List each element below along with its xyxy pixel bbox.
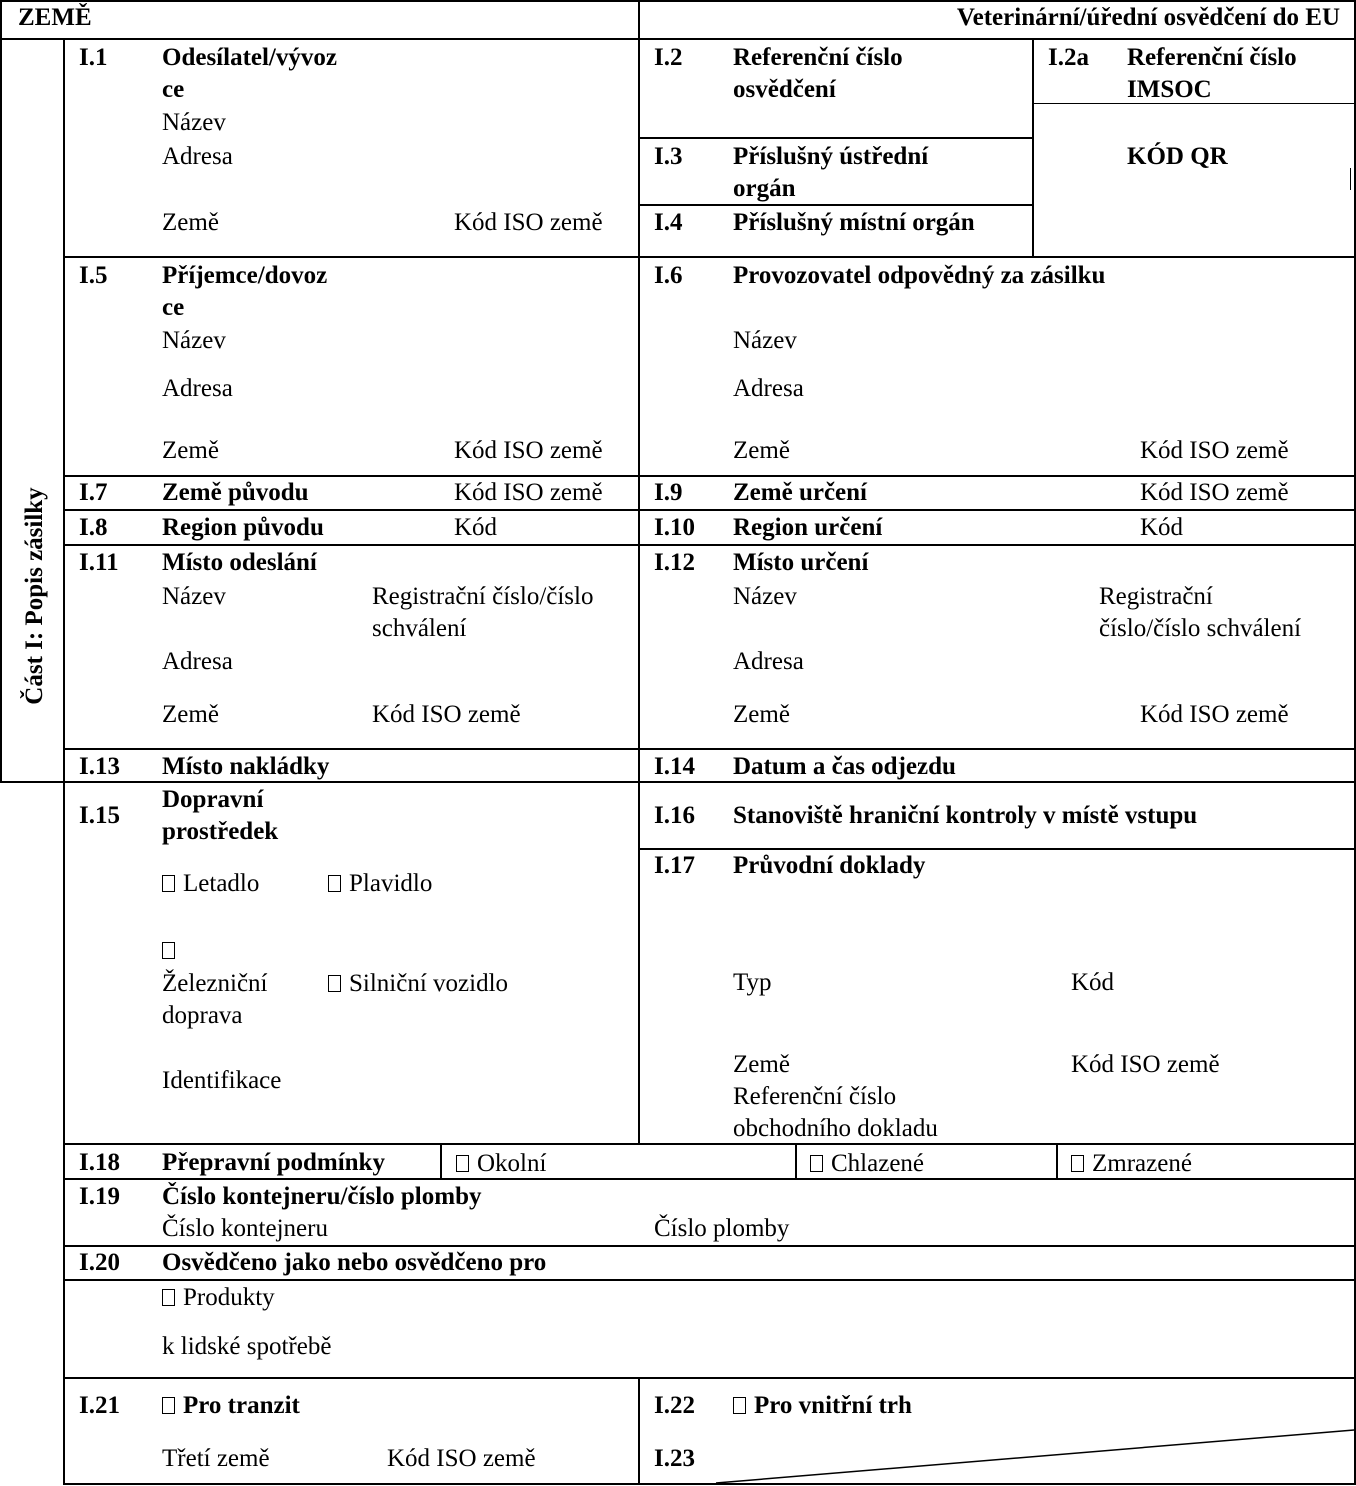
- i1-country-label: Země: [162, 209, 219, 236]
- i15-title-line2: prostředek: [162, 818, 279, 845]
- i10-code-label: Kód: [1140, 514, 1184, 541]
- header-title: Veterinární/úřední osvědčení do EU: [956, 4, 1340, 31]
- i21-number: I.21: [79, 1392, 120, 1419]
- i3-number: I.3: [654, 143, 683, 170]
- checkbox[interactable]: [162, 875, 175, 892]
- i19-seal-label: Číslo plomby: [654, 1215, 790, 1242]
- checkbox[interactable]: [162, 1397, 175, 1414]
- i11-iso-label: Kód ISO země: [372, 701, 521, 728]
- i17-type-label: Typ: [733, 969, 772, 996]
- checkbox[interactable]: [328, 975, 341, 992]
- i17-country-label: Země: [733, 1051, 790, 1078]
- i2-number: I.2: [654, 44, 683, 71]
- i13-title: Místo nakládky: [162, 753, 330, 780]
- i4-number: I.4: [654, 209, 683, 236]
- i7-number: I.7: [79, 479, 108, 506]
- i12-number: I.12: [654, 549, 695, 576]
- i6-country-label: Země: [733, 437, 790, 464]
- i3-title-line2: orgán: [733, 175, 796, 202]
- i11-country-label: Země: [162, 701, 219, 728]
- i3-title-line1: Příslušný ústřední: [733, 143, 929, 170]
- i11-reg-line2: schválení: [372, 615, 467, 642]
- i7-title: Země původu: [162, 479, 309, 506]
- i12-iso-label: Kód ISO země: [1140, 701, 1289, 728]
- i11-reg-line1: Registrační číslo/číslo: [372, 583, 594, 610]
- i21-third-country-label: Třetí země: [162, 1445, 270, 1472]
- i13-number: I.13: [79, 753, 120, 780]
- option-zeleznicni-line1: Železniční: [162, 970, 268, 997]
- i2-title-line2: osvědčení: [733, 76, 836, 103]
- option-pro-tranzit[interactable]: Pro tranzit: [162, 1390, 300, 1422]
- i5-name-label: Název: [162, 327, 226, 354]
- i2a-title-line2: IMSOC: [1127, 76, 1212, 103]
- i19-container-label: Číslo kontejneru: [162, 1215, 328, 1242]
- i14-title: Datum a čas odjezdu: [733, 753, 956, 780]
- i19-title: Číslo kontejneru/číslo plomby: [162, 1183, 482, 1210]
- i1-name-label: Název: [162, 109, 226, 136]
- i6-title: Provozovatel odpovědný za zásilku: [733, 262, 1106, 289]
- i15-identification-label: Identifikace: [162, 1067, 282, 1094]
- i18-number: I.18: [79, 1149, 120, 1176]
- i8-title: Region původu: [162, 514, 324, 541]
- i17-iso-label: Kód ISO země: [1071, 1051, 1220, 1078]
- i12-title: Místo určení: [733, 549, 869, 576]
- i11-address-label: Adresa: [162, 648, 233, 675]
- i6-number: I.6: [654, 262, 683, 289]
- i6-name-label: Název: [733, 327, 797, 354]
- i17-code-label: Kód: [1071, 969, 1115, 996]
- i1-title-line2: ce: [162, 76, 185, 103]
- i8-code-label: Kód: [454, 514, 498, 541]
- qr-code-label: KÓD QR: [1127, 143, 1228, 170]
- option-produkty[interactable]: Produkty: [162, 1282, 275, 1314]
- i1-title-line1: Odesílatel/vývoz: [162, 44, 337, 71]
- i19-number: I.19: [79, 1183, 120, 1210]
- i15-number: I.15: [79, 802, 120, 829]
- i18-title: Přepravní podmínky: [162, 1149, 385, 1176]
- i20-number: I.20: [79, 1249, 120, 1276]
- i12-name-label: Název: [733, 583, 797, 610]
- i17-ref-line1: Referenční číslo: [733, 1083, 897, 1110]
- i20-human-consumption: k lidské spotřebě: [162, 1333, 332, 1360]
- option-zmrazene[interactable]: Zmrazené: [1071, 1148, 1192, 1180]
- i5-country-label: Země: [162, 437, 219, 464]
- i17-ref-line2: obchodního dokladu: [733, 1115, 938, 1142]
- i9-number: I.9: [654, 479, 683, 506]
- option-chlazene[interactable]: Chlazené: [810, 1148, 924, 1180]
- i15-title-line1: Dopravní: [162, 786, 264, 813]
- i2-title-line1: Referenční číslo: [733, 44, 903, 71]
- i14-number: I.14: [654, 753, 695, 780]
- i12-country-label: Země: [733, 701, 790, 728]
- i7-iso-label: Kód ISO země: [454, 479, 603, 506]
- checkbox[interactable]: [328, 875, 341, 892]
- option-pro-vnitrni-trh[interactable]: Pro vnitřní trh: [733, 1390, 912, 1422]
- i21-iso-label: Kód ISO země: [387, 1445, 536, 1472]
- i10-number: I.10: [654, 514, 695, 541]
- i12-address-label: Adresa: [733, 648, 804, 675]
- i5-title-line1: Příjemce/dovoz: [162, 262, 328, 289]
- i5-address-label: Adresa: [162, 375, 233, 402]
- header-country: ZEMĚ: [18, 4, 92, 31]
- i2a-title-line1: Referenční číslo: [1127, 44, 1297, 71]
- i6-address-label: Adresa: [733, 375, 804, 402]
- i22-number: I.22: [654, 1392, 695, 1419]
- i1-number: I.1: [79, 44, 108, 71]
- i8-number: I.8: [79, 514, 108, 541]
- checkbox[interactable]: [162, 942, 175, 959]
- i20-title: Osvědčeno jako nebo osvědčeno pro: [162, 1249, 547, 1276]
- i16-title: Stanoviště hraniční kontroly v místě vstupu: [733, 802, 1198, 829]
- i1-address-label: Adresa: [162, 143, 233, 170]
- side-label: Část I: Popis zásilky: [21, 487, 48, 705]
- i17-title: Průvodní doklady: [733, 852, 926, 879]
- i4-title: Příslušný místní orgán: [733, 209, 975, 236]
- option-silnicni[interactable]: Silniční vozidlo: [328, 968, 508, 1000]
- i2a-number: I.2a: [1048, 44, 1089, 71]
- i17-number: I.17: [654, 852, 695, 879]
- i16-number: I.16: [654, 802, 695, 829]
- checkbox[interactable]: [733, 1397, 746, 1414]
- i5-title-line2: ce: [162, 294, 185, 321]
- i11-title: Místo odeslání: [162, 549, 317, 576]
- i5-iso-label: Kód ISO země: [454, 437, 603, 464]
- i9-title: Země určení: [733, 479, 867, 506]
- checkbox[interactable]: [810, 1155, 823, 1172]
- i6-iso-label: Kód ISO země: [1140, 437, 1289, 464]
- option-letadlo[interactable]: Letadlo: [162, 868, 259, 900]
- option-zeleznicni-line2: doprava: [162, 1002, 243, 1029]
- i23-number: I.23: [654, 1445, 695, 1472]
- i10-title: Region určení: [733, 514, 883, 541]
- i5-number: I.5: [79, 262, 108, 289]
- i11-name-label: Název: [162, 583, 226, 610]
- i9-iso-label: Kód ISO země: [1140, 479, 1289, 506]
- i12-reg-line2: číslo/číslo schválení: [1099, 615, 1302, 642]
- option-zeleznicni-checkbox[interactable]: [162, 935, 183, 967]
- i1-iso-label: Kód ISO země: [454, 209, 603, 236]
- option-okolni[interactable]: Okolní: [456, 1148, 546, 1180]
- i12-reg-line1: Registrační: [1099, 583, 1213, 610]
- option-plavidlo[interactable]: Plavidlo: [328, 868, 432, 900]
- checkbox[interactable]: [1071, 1155, 1084, 1172]
- i11-number: I.11: [79, 549, 119, 576]
- checkbox[interactable]: [456, 1155, 469, 1172]
- checkbox[interactable]: [162, 1289, 175, 1306]
